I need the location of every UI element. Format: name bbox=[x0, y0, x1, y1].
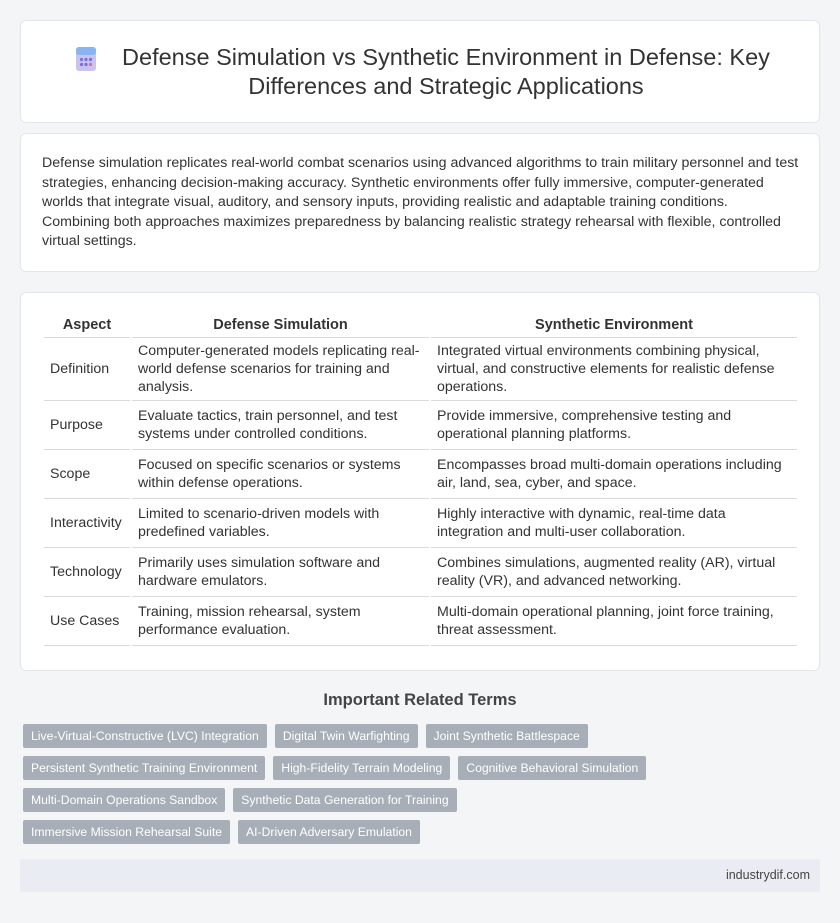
term-tag[interactable]: Digital Twin Warfighting bbox=[275, 724, 418, 748]
table-row bbox=[44, 597, 797, 646]
term-tag[interactable]: Immersive Mission Rehearsal Suite bbox=[23, 820, 230, 844]
row-synthetic-environment: Encompasses broad multi-domain operations including air, land, sea, cyber, and space. bbox=[431, 450, 797, 499]
row-aspect: Scope bbox=[44, 450, 130, 499]
header-aspect: Aspect bbox=[44, 313, 130, 338]
row-aspect: Use Cases bbox=[44, 597, 130, 646]
page-title: Defense Simulation vs Synthetic Environment in Defense: Key Differences and Strategic Applications bbox=[122, 43, 770, 99]
header-defense-simulation: Defense Simulation bbox=[132, 313, 429, 338]
table-row bbox=[44, 499, 797, 548]
row-synthetic-environment: Combines simulations, augmented reality (AR), virtual reality (VR), and advanced networking. bbox=[431, 548, 797, 597]
intro-paragraph: Defense simulation replicates real-world combat scenarios using advanced algorithms to train military personnel and test strategies, enhancing decision-making accuracy. Synthetic environments offer fully immersive, computer-generated worlds that integrate visual, auditory, and sensory inputs, providing realistic and adaptable training conditions. Combining both approaches maximizes preparedness by balancing realistic strategy rehearsal with flexible, controlled virtual settings. bbox=[42, 155, 799, 250]
term-tag[interactable]: Live-Virtual-Constructive (LVC) Integration bbox=[23, 724, 267, 748]
row-defense-simulation: Training, mission rehearsal, system performance evaluation. bbox=[132, 597, 429, 646]
row-defense-simulation: Focused on specific scenarios or systems within defense operations. bbox=[132, 450, 429, 499]
row-aspect: Technology bbox=[44, 548, 130, 597]
term-tag[interactable]: Persistent Synthetic Training Environment bbox=[23, 756, 265, 780]
row-defense-simulation: Computer-generated models replicating real-world defense scenarios for training and analysis. bbox=[132, 338, 429, 401]
footer-site-link[interactable]: industrydif.com bbox=[725, 868, 810, 882]
row-defense-simulation: Evaluate tactics, train personnel, and test systems under controlled conditions. bbox=[132, 401, 429, 450]
row-aspect: Interactivity bbox=[44, 499, 130, 548]
row-defense-simulation: Primarily uses simulation software and hardware emulators. bbox=[132, 548, 429, 597]
table-row bbox=[44, 450, 797, 499]
term-tag[interactable]: Cognitive Behavioral Simulation bbox=[458, 756, 646, 780]
row-synthetic-environment: Integrated virtual environments combining physical, virtual, and constructive elements for realistic defense operations. bbox=[431, 338, 797, 401]
term-tag[interactable]: Joint Synthetic Battlespace bbox=[426, 724, 588, 748]
term-tag[interactable]: Multi-Domain Operations Sandbox bbox=[23, 788, 225, 812]
table-row bbox=[44, 401, 797, 450]
term-tag[interactable]: AI-Driven Adversary Emulation bbox=[238, 820, 420, 844]
row-aspect: Purpose bbox=[44, 401, 130, 450]
row-aspect: Definition bbox=[44, 338, 130, 401]
related-terms-heading: Important Related Terms bbox=[323, 691, 517, 709]
comparison-card bbox=[20, 292, 820, 671]
related-terms-list bbox=[23, 724, 663, 844]
term-tag[interactable]: High-Fidelity Terrain Modeling bbox=[273, 756, 450, 780]
table-row bbox=[44, 338, 797, 401]
header-card bbox=[20, 20, 820, 123]
intro-card bbox=[20, 133, 820, 272]
term-tag[interactable]: Synthetic Data Generation for Training bbox=[233, 788, 456, 812]
row-synthetic-environment: Highly interactive with dynamic, real-time data integration and multi-user collaboration. bbox=[431, 499, 797, 548]
row-synthetic-environment: Multi-domain operational planning, joint force training, threat assessment. bbox=[431, 597, 797, 646]
table-header-row bbox=[44, 313, 797, 338]
row-defense-simulation: Limited to scenario-driven models with predefined variables. bbox=[132, 499, 429, 548]
comparison-table bbox=[42, 313, 799, 646]
row-synthetic-environment: Provide immersive, comprehensive testing and operational planning platforms. bbox=[431, 401, 797, 450]
footer bbox=[20, 859, 820, 892]
header-synthetic-environment: Synthetic Environment bbox=[431, 313, 797, 338]
table-row bbox=[44, 548, 797, 597]
